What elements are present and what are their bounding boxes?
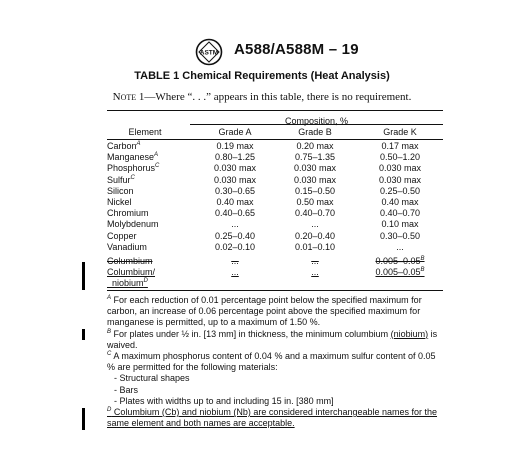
header-bottom-rule [107,139,443,140]
revision-bar [82,329,85,340]
grade-b-value: ... [311,267,319,278]
table-top-rule [107,110,443,111]
grade-k-value: 0.030 max [378,163,422,174]
element-name: Chromium [107,208,149,219]
grade-a-value: 0.40 max [216,196,254,207]
table-footnotes [107,295,443,429]
grade-a-value: 0.030 max [213,163,257,174]
grade-a-value: ... [231,255,239,266]
footnote-d: $^D$ Columbium (Cb) and niobium (Nb) are considered interchangeable names for the same element and both names are acceptable. [107,407,438,429]
note-label: Note 1 [112,91,145,103]
table-row-deleted [0,256,524,267]
grade-b-value: 0.030 max [293,174,337,185]
element-name: Silicon [107,185,134,196]
grade-a-value: 0.02–0.10 [214,241,256,252]
grade-a-value: 0.40–0.65 [214,208,256,219]
grade-a-value: 0.030 max [213,174,257,185]
grade-b-value: 0.20 max [296,141,334,151]
list-item: - Structural shapes [114,373,443,384]
grade-b-value: ... [311,255,319,266]
grade-a-value: ... [231,219,239,230]
element-name: Molybdenum [107,219,159,230]
column-header-grade-a: Grade A [218,127,252,137]
element-name: Manganese$^A$ [107,152,159,163]
grade-b-value: 0.40–0.70 [294,208,336,219]
grade-k-value: 0.10 max [381,219,419,230]
footnote-c: $^C$ A maximum phosphorus content of 0.04 % and a maximum sulfur content of 0.05 % are permitted for the following materials: [107,351,436,373]
astm-logo-icon [191,38,227,66]
grade-b-value: 0.75–1.35 [294,152,336,163]
grade-k-value: 0.30–0.50 [379,230,421,241]
column-header-grade-k: Grade K [383,127,417,137]
table-bottom-rule [107,290,443,291]
footnote-a: $^A$ For each reduction of 0.01 percentage point below the specified maximum for carbon, an increase of 0.06 percentage point above the specified maximum for manganese is permitted, up to a maximum of 1.50 %. [107,295,422,328]
grade-k-value: 0.030 max [378,174,422,185]
document-header [0,38,524,66]
table-body [0,141,524,289]
table-row [0,231,524,242]
table-row [0,141,524,152]
table-row [0,208,524,219]
document-designation: A588/A588M – 19 [234,41,359,58]
grade-k-value: ... [396,241,404,252]
grade-b-value: 0.50 max [296,196,334,207]
table-row [0,175,524,186]
revision-bar [82,262,85,290]
table-row [0,242,524,253]
element-name: Vanadium [107,241,147,252]
grade-a-value: 0.25–0.40 [214,230,256,241]
footnote-c-list [107,373,443,407]
grade-k-value: 0.17 max [381,141,419,151]
table-row [0,197,524,208]
column-header-element: Element [128,127,162,137]
list-item: - Bars [114,385,443,396]
grade-b-value: 0.01–0.10 [294,241,336,252]
grade-k-value: $0.005-0.05^B$ [375,255,425,266]
grade-k-value: $0.005-0.05^B$ [375,267,425,278]
list-item: - Plates with widths up to and including 15 in. [380 mm] [114,396,443,407]
grade-a-value: ... [231,267,239,278]
grade-a-value: 0.30–0.65 [214,185,256,196]
grade-k-value: 0.25–0.50 [379,185,421,196]
table-row [0,186,524,197]
grade-b-value: 0.20–0.40 [294,230,336,241]
element-name: Columbium [107,255,153,266]
table-note [0,91,524,103]
table-row [0,163,524,174]
note-text: —Where “. . .” appears in this table, there is no requirement. [144,91,412,103]
element-name: Columbium/ niobium$^D$ [107,267,156,289]
svg-text:ASTM: ASTM [199,49,219,57]
element-name: Sulfur$^C$ [107,174,135,185]
footnote-b: $^B$ For plates under ½ in. [13 mm] in thickness, the minimum columbium (niobium) is waived. [107,328,438,350]
element-name: Copper [107,230,137,241]
grade-a-value: 0.19 max [216,141,254,151]
grade-a-value: 0.80–1.25 [214,152,256,163]
table-row [0,219,524,230]
element-name: Nickel [107,196,132,207]
table-row-added [0,267,524,289]
grade-k-value: 0.50–1.20 [379,152,421,163]
table-row [0,152,524,163]
revision-bar [82,408,85,430]
composition-header: Composition, % [284,116,349,126]
element-name: Phosphorus$^C$ [107,163,160,174]
grade-k-value: 0.40–0.70 [379,208,421,219]
grade-b-value: 0.030 max [293,163,337,174]
grade-b-value: ... [311,219,319,230]
table-title: TABLE 1 Chemical Requirements (Heat Analysis) [134,70,390,82]
column-header-grade-b: Grade B [298,127,332,137]
grade-b-value: 0.15–0.50 [294,185,336,196]
element-name: Carbon$^A$ [107,141,141,151]
grade-k-value: 0.40 max [381,196,419,207]
composition-rule [190,124,443,125]
